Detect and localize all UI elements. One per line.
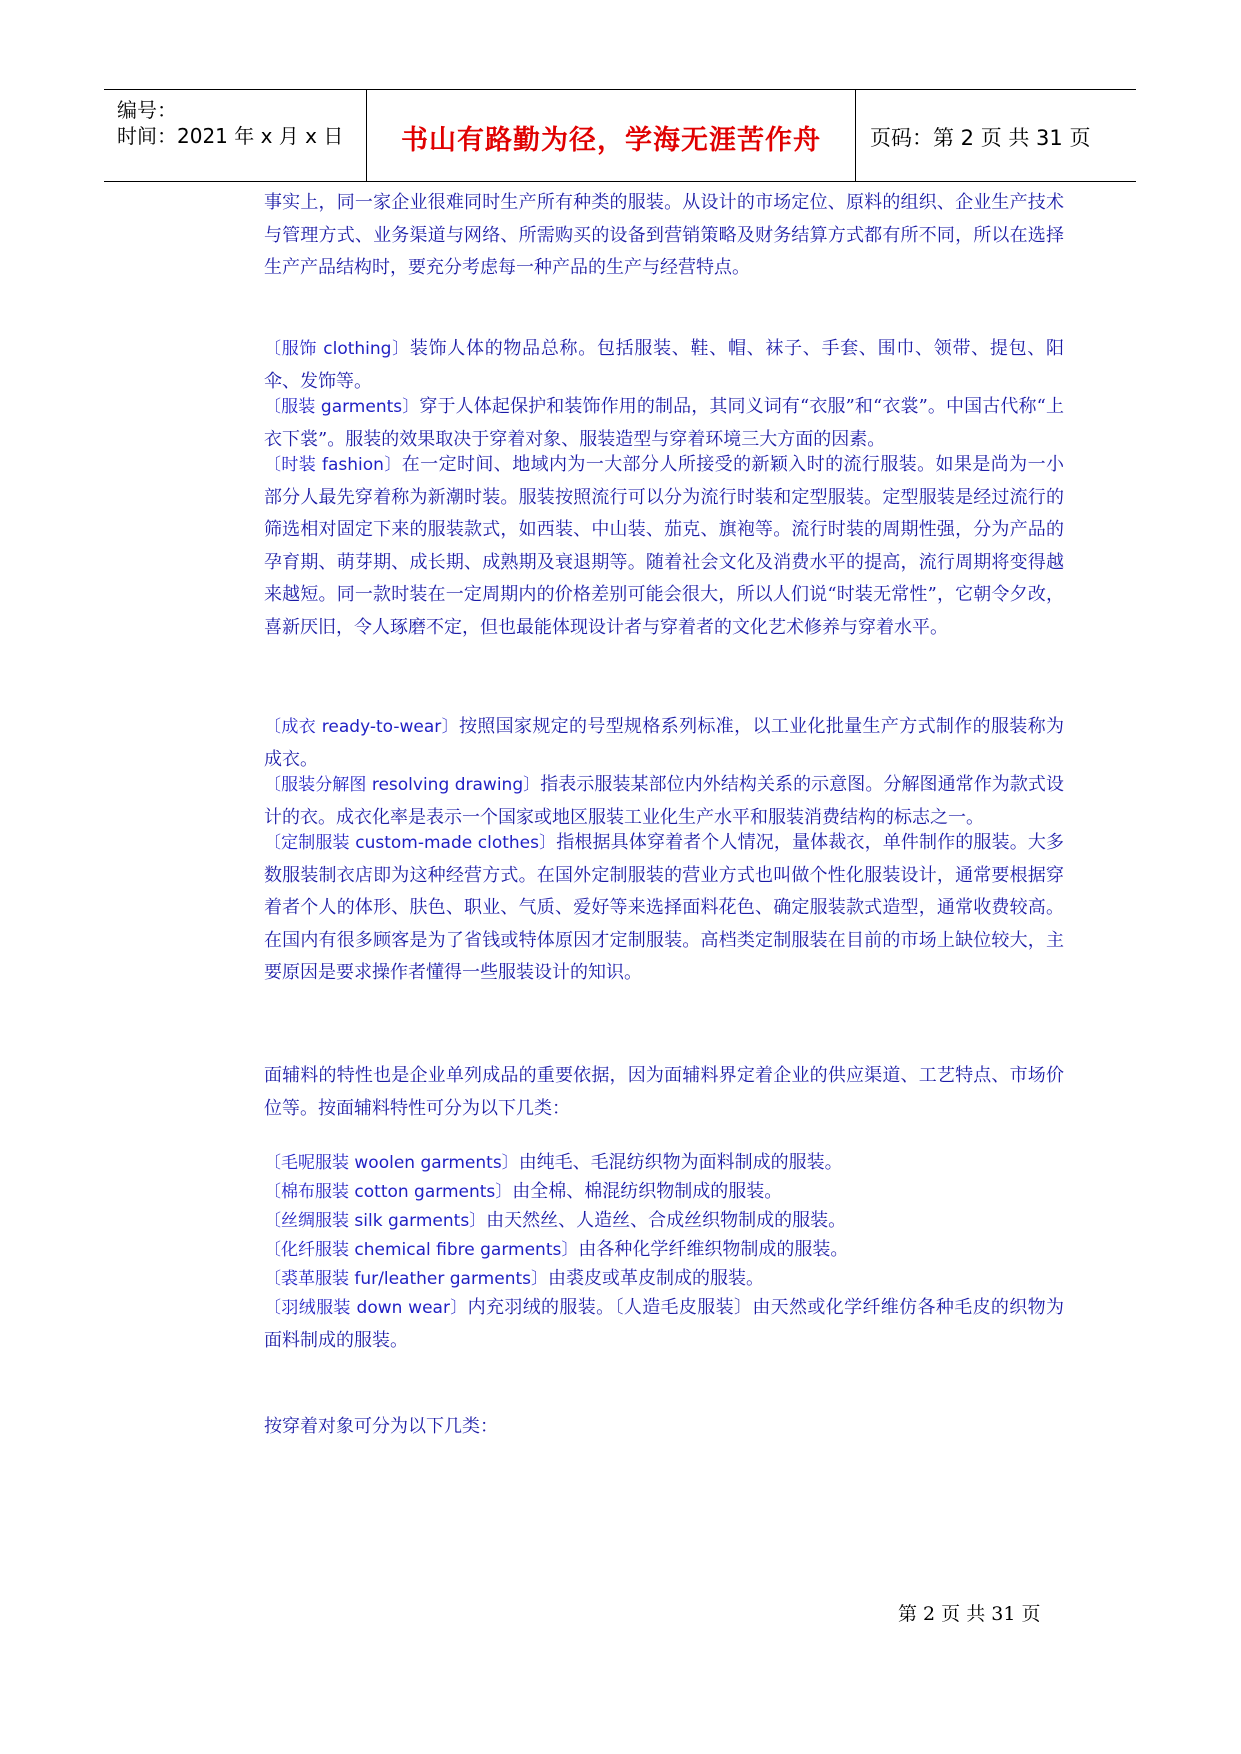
header-info-cell bbox=[104, 90, 367, 181]
term-garments: 〔服装 garments〕穿于人体起保护和装饰作用的制品，其同义词有“衣服”和“衣裳”。中国古代称“上衣下裳”。服装的效果取决于穿着对象、服装造型与穿着环境三大方面的因素。 bbox=[264, 396, 1064, 450]
motto-text: 书山有路勤为径，学海无涯苦作舟 bbox=[401, 125, 821, 156]
term-ready-to-wear: 〔成衣 ready-to-wear〕按照国家规定的号型规格系列标准，以工业化批量生产方式制作的服装称为成衣。 bbox=[264, 716, 1065, 770]
page-footer: 第 2 页 共 31 页 bbox=[898, 1603, 1041, 1625]
term-label: 〔毛呢服装 woolen garments〕 bbox=[264, 1153, 519, 1173]
header-page-cell bbox=[856, 90, 1136, 181]
term-label: 〔丝绸服装 silk garments〕 bbox=[264, 1211, 487, 1231]
page-number-label: 页码：第 2 页 共 31 页 bbox=[870, 126, 1091, 150]
term-label: 〔成衣 ready-to-wear〕 bbox=[264, 717, 459, 737]
term-woolen: 〔毛呢服装 woolen garments〕由纯毛、毛混纺织物为面料制成的服装。 bbox=[264, 1152, 843, 1173]
header-motto-cell bbox=[367, 90, 856, 181]
term-label: 〔时装 fashion〕 bbox=[264, 455, 402, 475]
term-label: 〔裘革服装 fur/leather garments〕 bbox=[264, 1269, 548, 1289]
term-fur-leather: 〔裘革服装 fur/leather garments〕由裘皮或革皮制成的服装。 bbox=[264, 1268, 764, 1289]
document-number-label: 编号： bbox=[117, 98, 177, 122]
term-label: 〔化纤服装 chemical fibre garments〕 bbox=[264, 1240, 579, 1260]
term-custom-made: 〔定制服装 custom-made clothes〕指根据具体穿着者个人情况，量体裁衣，单件制作的服装。大多数服装制衣店即为这种经营方式。在国外定制服装的营业方式也叫做个性化服装设计，通常要根据穿着者个人的体形、肤色、职业、气质、爱好等来选择面料花色、确定服装款式造型，通常收费较高。在国内有很多顾客是为了省钱或特体原因才定制服装。高档类定制服装在目前的市场上缺位较大，主要原因是要求操作者懂得一些服装设计的知识。 bbox=[264, 832, 1064, 983]
term-down-wear: 〔羽绒服装 down wear〕内充羽绒的服装。〔人造毛皮服装〕由天然或化学纤维仿各种毛皮的织物为面料制成的服装。 bbox=[264, 1297, 1064, 1351]
body-paragraph: 事实上，同一家企业很难同时生产所有种类的服装。从设计的市场定位、原料的组织、企业生产技术与管理方式、业务渠道与网络、所需购买的设备到营销策略及财务结算方式都有所不同，所以在选择生产产品结构时，要充分考虑每一种产品的生产与经营特点。 bbox=[264, 192, 1064, 278]
term-label: 〔服装 garments〕 bbox=[264, 397, 420, 417]
term-label: 〔服装分解图 resolving drawing〕 bbox=[264, 775, 541, 795]
term-label: 〔定制服装 custom-made clothes〕 bbox=[264, 833, 557, 853]
term-label: 〔服饰 clothing〕 bbox=[264, 339, 410, 359]
term-clothing: 〔服饰 clothing〕装饰人体的物品总称。包括服装、鞋、帽、袜子、手套、围巾、领带、提包、阳伞、发饰等。 bbox=[264, 338, 1065, 392]
term-label: 〔棉布服装 cotton garments〕 bbox=[264, 1182, 513, 1202]
term-silk: 〔丝绸服装 silk garments〕由天然丝、人造丝、合成丝织物制成的服装。 bbox=[264, 1210, 847, 1231]
term-label: 〔羽绒服装 down wear〕 bbox=[264, 1298, 468, 1318]
term-resolving-drawing: 〔服装分解图 resolving drawing〕指表示服装某部位内外结构关系的示意图。分解图通常作为款式设计的衣。成衣化率是表示一个国家或地区服装工业化生产水平和服装消费结构的标志之一。 bbox=[264, 774, 1064, 828]
term-fashion: 〔时装 fashion〕在一定时间、地域内为一大部分人所接受的新颖入时的流行服装。如果是尚为一小部分人最先穿着称为新潮时装。服装按照流行可以分为流行时装和定型服装。定型服装是经过流行的筛选相对固定下来的服装款式，如西装、中山装、茄克、旗袍等。流行时装的周期性强，分为产品的孕育期、萌芽期、成长期、成熟期及衰退期等。随着社会文化及消费水平的提高，流行周期将变得越来越短。同一款时装在一定周期内的价格差别可能会很大，所以人们说“时装无常性”，它朝令夕改，喜新厌旧，令人琢磨不定，但也最能体现设计者与穿着者的文化艺术修养与穿着水平。 bbox=[264, 454, 1064, 638]
term-cotton: 〔棉布服装 cotton garments〕由全棉、棉混纺织物制成的服装。 bbox=[264, 1181, 783, 1202]
body-paragraph: 面辅料的特性也是企业单列成品的重要依据，因为面辅料界定着企业的供应渠道、工艺特点、市场价位等。按面辅料特性可分为以下几类： bbox=[264, 1065, 1064, 1119]
term-chemical-fibre: 〔化纤服装 chemical fibre garments〕由各种化学纤维织物制成的服装。 bbox=[264, 1239, 849, 1260]
body-paragraph: 按穿着对象可分为以下几类： bbox=[264, 1416, 498, 1437]
document-time-label: 时间：2021 年 x 月 x 日 bbox=[117, 124, 344, 148]
page-header bbox=[104, 89, 1136, 182]
